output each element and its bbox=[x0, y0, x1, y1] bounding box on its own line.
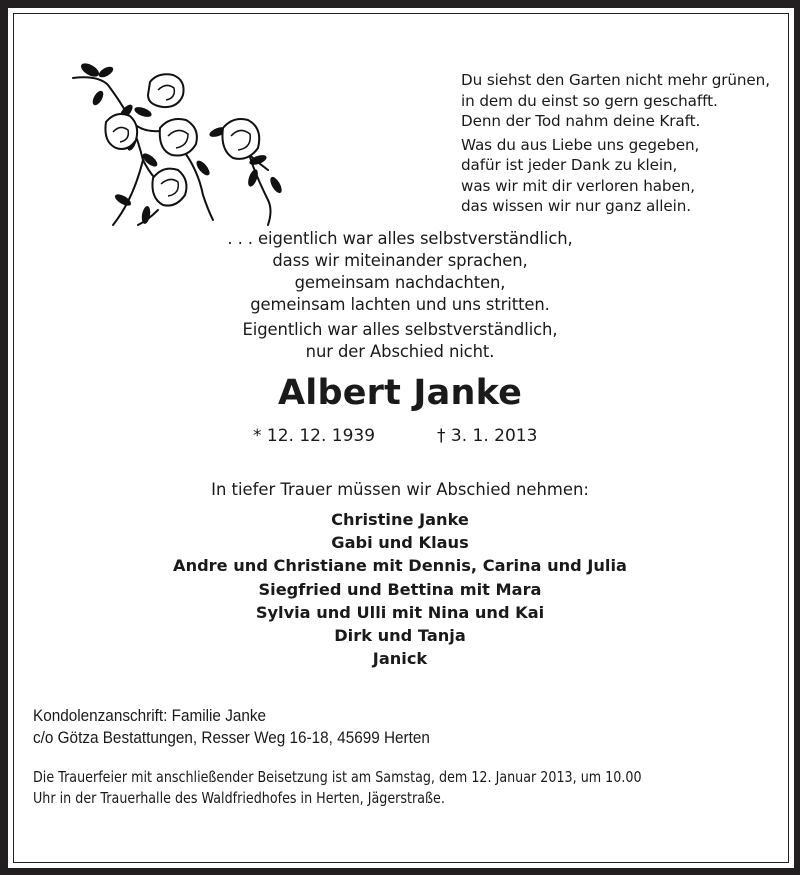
family-member: Sylvia und Ulli mit Nina und Kai bbox=[255, 602, 545, 622]
death-date: † 3. 1. 2013 bbox=[437, 426, 538, 446]
deceased-name: Albert Janke bbox=[277, 373, 523, 413]
quote-line: gemeinsam lachten und uns stritten. bbox=[250, 295, 550, 314]
poem-stanza-1 bbox=[461, 70, 770, 132]
family-list bbox=[0, 508, 800, 670]
poem-stanza-2 bbox=[461, 135, 770, 217]
mourning-line: In tiefer Trauer müssen wir Abschied nehmen: bbox=[211, 480, 589, 499]
family-member: Siegfried und Bettina mit Mara bbox=[258, 579, 542, 599]
poem-line: Du siehst den Garten nicht mehr grünen, bbox=[461, 71, 770, 89]
quote-part-1 bbox=[0, 228, 800, 316]
quote bbox=[0, 228, 800, 363]
poem-line: Denn der Tod nahm deine Kraft. bbox=[461, 112, 701, 130]
condolence-line: c/o Götza Bestattungen, Resser Weg 16-18, 45699 Herten bbox=[33, 728, 430, 747]
condolence-address bbox=[33, 705, 430, 749]
poem-line: dafür ist jeder Dank zu klein, bbox=[461, 156, 678, 174]
condolence-line: Kondolenzanschrift: Familie Janke bbox=[33, 706, 267, 725]
family-member: Andre und Christiane mit Dennis, Carina und Julia bbox=[173, 556, 627, 576]
quote-part-2 bbox=[0, 319, 800, 363]
quote-line: dass wir miteinander sprachen, bbox=[272, 251, 528, 270]
poem-line: Was du aus Liebe uns gegeben, bbox=[461, 135, 700, 154]
quote-line: nur der Abschied nicht. bbox=[305, 342, 495, 361]
poem bbox=[461, 70, 770, 217]
funeral-line: Die Trauerfeier mit anschließender Beisetzung ist am Samstag, dem 12. Januar 2013, um 10.00 bbox=[33, 768, 642, 786]
funeral-notice bbox=[33, 767, 642, 808]
poem-line: das wissen wir nur ganz allein. bbox=[461, 197, 692, 215]
quote-line: gemeinsam nachdachten, bbox=[294, 273, 506, 292]
funeral-line: Uhr in der Trauerhalle des Waldfriedhofes in Herten, Jägerstraße. bbox=[33, 788, 445, 807]
family-member: Dirk und Tanja bbox=[334, 626, 466, 646]
quote-line: Eigentlich war alles selbstverständlich, bbox=[242, 320, 558, 339]
rose-branch-icon bbox=[68, 60, 298, 235]
family-member: Christine Janke bbox=[331, 510, 469, 529]
poem-line: was wir mit dir verloren haben, bbox=[461, 176, 695, 195]
quote-line: . . . eigentlich war alles selbstverständlich, bbox=[227, 229, 573, 248]
birth-date: * 12. 12. 1939 bbox=[253, 426, 376, 446]
poem-line: in dem du einst so gern geschafft. bbox=[461, 91, 718, 110]
family-member: Janick bbox=[372, 649, 428, 669]
family-member: Gabi und Klaus bbox=[331, 533, 469, 553]
